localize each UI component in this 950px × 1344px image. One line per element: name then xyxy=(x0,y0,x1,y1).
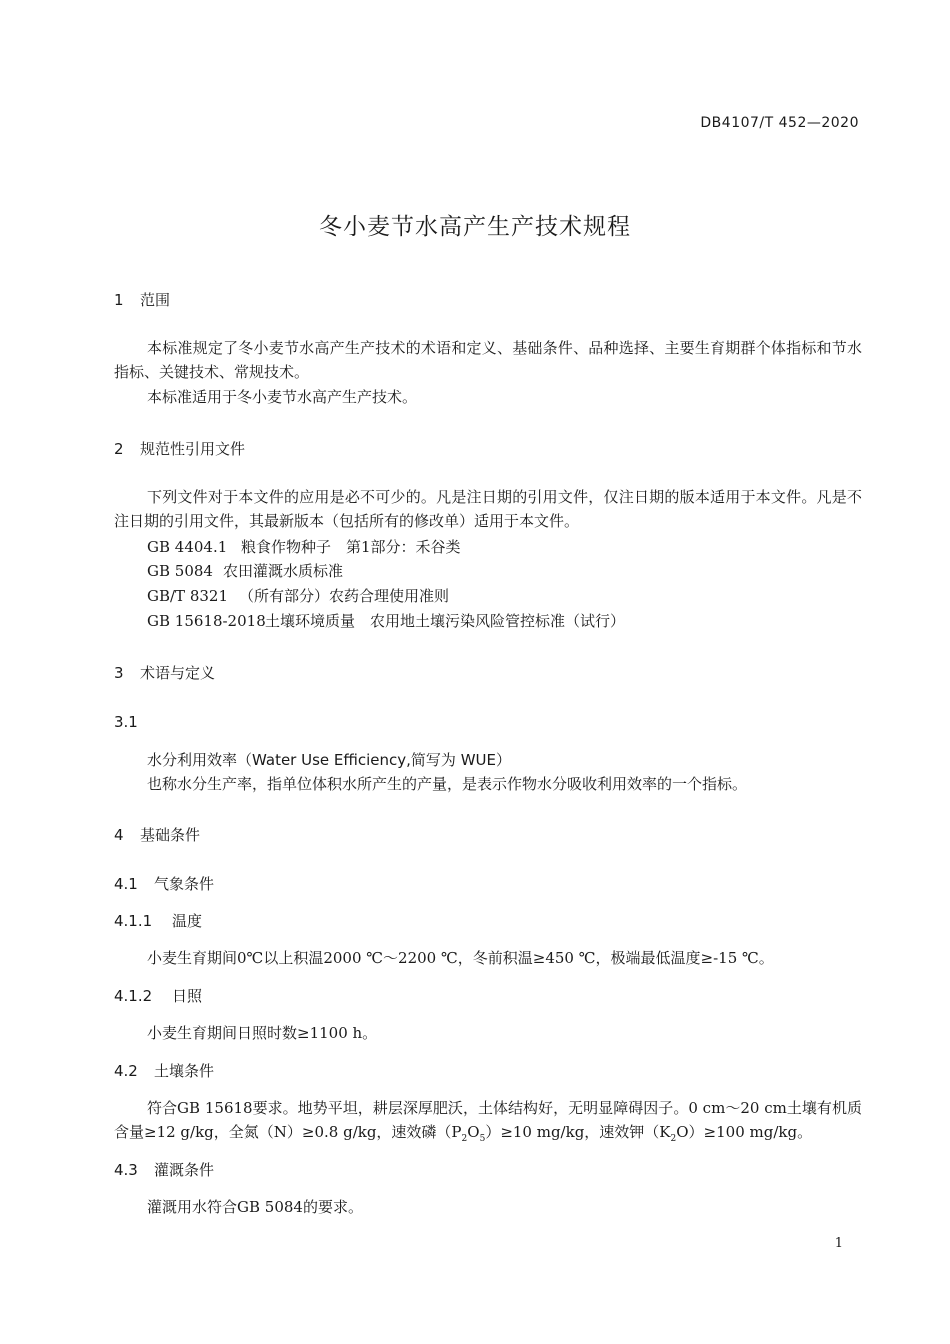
irrigation-paragraph: 灌溉用水符合GB 5084的要求。 xyxy=(147,1198,363,1216)
reference-code: GB 15618-2018 xyxy=(147,612,266,630)
clause-3-1-number: 3.1 xyxy=(114,713,138,731)
reference-item xyxy=(147,584,449,608)
section-title: 温度 xyxy=(172,912,203,930)
section-1-paragraph-2: 本标准适用于冬小麦节水高产生产技术。 xyxy=(147,388,418,406)
reference-item xyxy=(147,609,625,633)
section-number: 4.1 xyxy=(114,875,138,893)
section-title: 灌溉条件 xyxy=(154,1161,215,1179)
section-title: 范围 xyxy=(140,291,171,309)
reference-name: 农田灌溉水质标准 xyxy=(223,562,344,580)
section-title: 术语与定义 xyxy=(140,664,216,682)
section-number: 2 xyxy=(114,440,124,458)
document-title: 冬小麦节水高产生产技术规程 xyxy=(319,214,631,240)
document-number: DB4107/T 452—2020 xyxy=(700,115,859,131)
section-1-heading xyxy=(114,289,170,310)
section-number: 4.2 xyxy=(114,1062,138,1080)
section-1-paragraph-1: 本标准规定了冬小麦节水高产生产技术的术语和定义、基础条件、品种选择、主要生育期群个体指标和节水指标、关键技术、常规技术。 xyxy=(114,339,862,381)
reference-name: 粮食作物种子 第1部分：禾谷类 xyxy=(241,538,461,556)
section-2-paragraph-1: 下列文件对于本文件的应用是必不可少的。凡是注日期的引用文件，仅注日期的版本适用于本文件。凡是不注日期的引用文件，其最新版本（包括所有的修改单）适用于本文件。 xyxy=(114,488,862,530)
reference-code: GB/T 8321 xyxy=(147,587,229,605)
reference-item xyxy=(147,559,343,583)
page-number: 1 xyxy=(834,1236,843,1251)
section-4-1-heading xyxy=(114,873,214,894)
section-title: 日照 xyxy=(172,987,203,1005)
temperature-paragraph: 小麦生育期间0℃以上积温2000 ℃～2200 ℃，冬前积温≥450 ℃，极端最低温度≥-15 ℃。 xyxy=(147,949,774,967)
sunshine-paragraph: 小麦生育期间日照时数≥1100 h。 xyxy=(147,1024,378,1042)
section-number: 3 xyxy=(114,664,124,682)
reference-item xyxy=(147,535,461,559)
section-number: 4.1.1 xyxy=(114,912,153,930)
section-number: 4 xyxy=(114,826,124,844)
section-title: 规范性引用文件 xyxy=(140,440,246,458)
section-4-2-heading xyxy=(114,1060,214,1081)
reference-name: 土壤环境质量 农用地土壤污染风险管控标准（试行） xyxy=(265,612,626,630)
section-4-heading xyxy=(114,824,200,845)
section-title: 气象条件 xyxy=(154,875,215,893)
section-4-3-heading xyxy=(114,1159,214,1180)
section-title: 土壤条件 xyxy=(154,1062,215,1080)
reference-code: GB 5084 xyxy=(147,562,213,580)
section-4-1-1-heading xyxy=(114,910,202,931)
section-3-heading xyxy=(114,662,215,683)
section-title: 基础条件 xyxy=(140,826,201,844)
section-number: 4.3 xyxy=(114,1161,138,1179)
section-4-1-2-heading xyxy=(114,985,202,1006)
section-number: 4.1.2 xyxy=(114,987,153,1005)
soil-paragraph: 符合GB 15618要求。地势平坦，耕层深厚肥沃，土体结构好，无明显障碍因子。0 cm～20 cm土壤有机质含量≥12 g/kg，全氮（N）≥0.8 g/kg，速效磷$(P_2O_5)\ge 10$ mg/kg，速效钾$(K_2O)\ge 100$ mg/kg。 xyxy=(114,1099,862,1144)
term-heading: 水分利用效率（Water Use Efficiency,简写为 WUE） xyxy=(147,751,511,769)
section-number: 1 xyxy=(114,291,124,309)
term-definition: 也称水分生产率，指单位体积水所产生的产量，是表示作物水分吸收利用效率的一个指标。 xyxy=(147,775,748,793)
reference-name: （所有部分）农药合理使用准则 xyxy=(239,587,450,605)
section-2-heading xyxy=(114,438,245,459)
reference-code: GB 4404.1 xyxy=(147,538,228,556)
